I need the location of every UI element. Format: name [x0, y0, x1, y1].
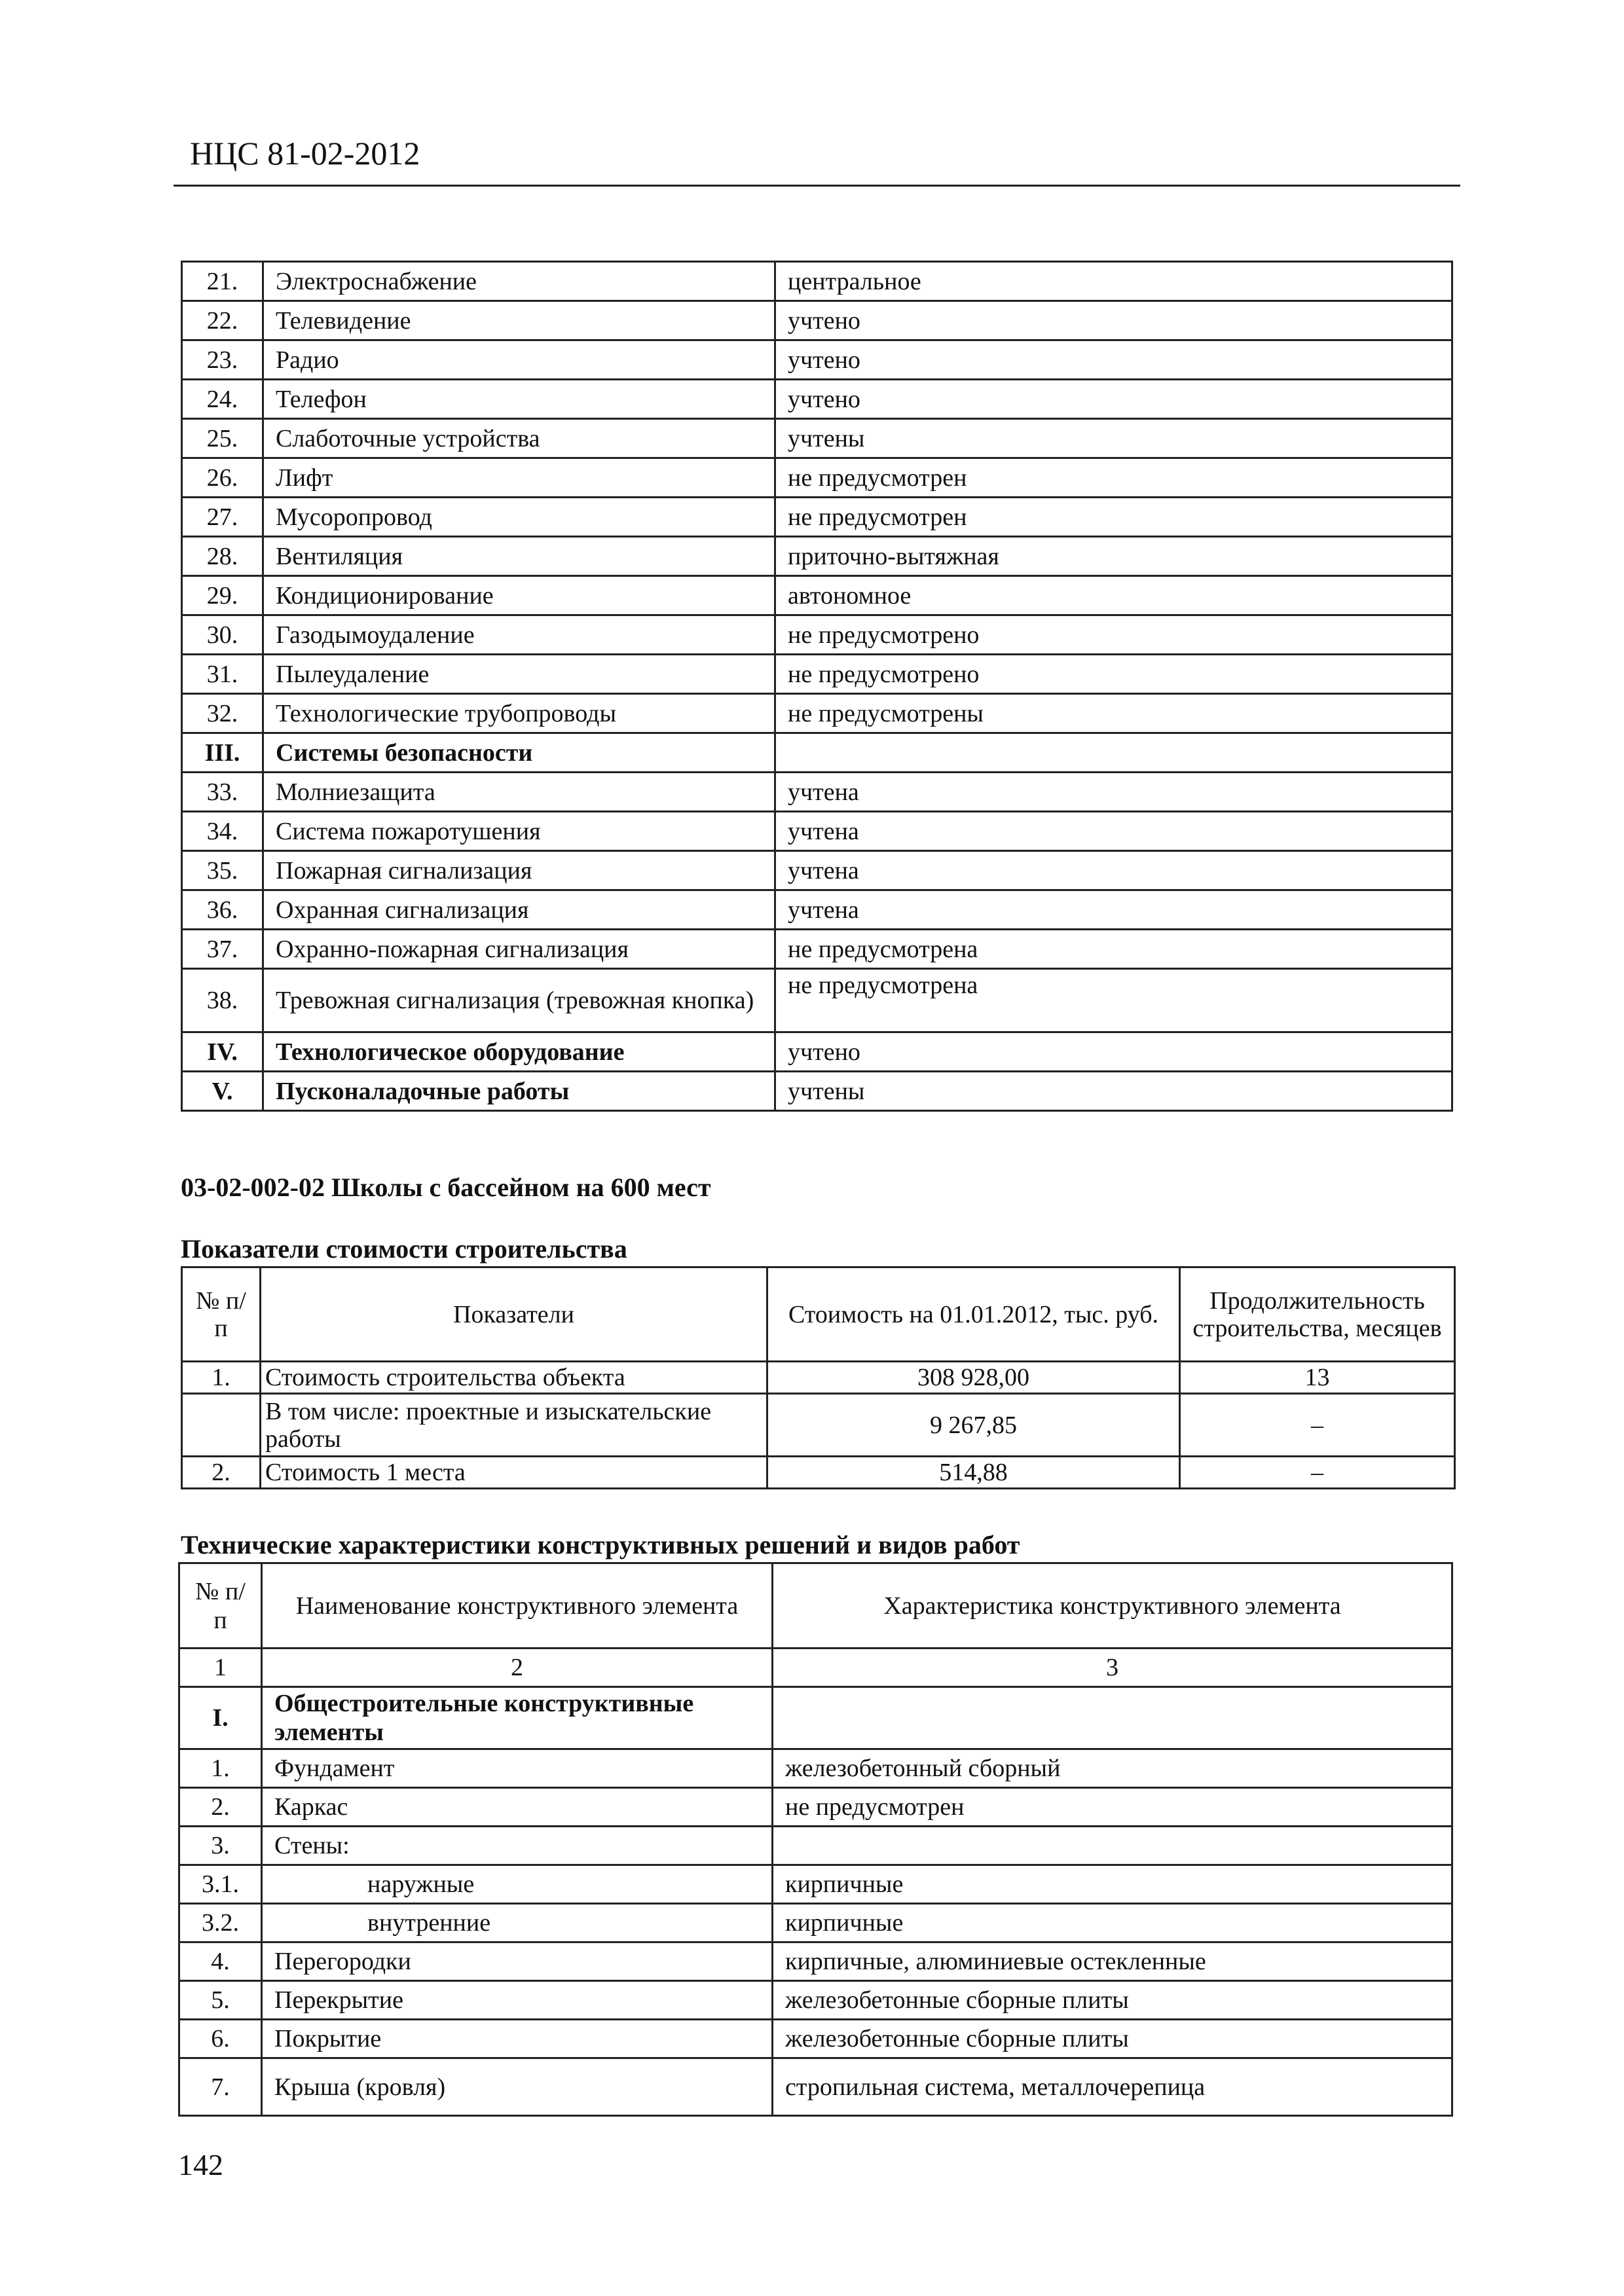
table-row [179, 2058, 1452, 2116]
section-name: Технологическое оборудование [263, 1032, 775, 1072]
row-value: учтена [775, 851, 1452, 890]
row-value [775, 733, 1452, 773]
row-name: Слаботочные устройства [263, 419, 775, 458]
row-number: 2. [179, 1788, 262, 1827]
row-number: 25. [182, 419, 263, 458]
row-value [773, 1827, 1452, 1865]
section-name: Пусконаладочные работы [263, 1072, 775, 1111]
table-row [182, 930, 1452, 969]
cost-heading: Показатели стоимости строительства [181, 1234, 627, 1264]
table-header-row [182, 1267, 1455, 1362]
column-header-characteristic: Характеристика конструктивного элемента [773, 1563, 1452, 1649]
table-row [182, 773, 1452, 812]
table-row [182, 655, 1452, 694]
section-number: V. [182, 1072, 263, 1111]
section-number: I. [179, 1687, 262, 1749]
row-value: учтено [775, 380, 1452, 419]
row-cost: 308 928,00 [767, 1362, 1180, 1394]
row-number: 33. [182, 773, 263, 812]
row-name: Тревожная сигнализация (тревожная кнопка) [263, 969, 775, 1032]
row-number: 38. [182, 969, 263, 1032]
row-name: наружные [262, 1865, 773, 1904]
table-row [179, 1788, 1452, 1827]
table-row [182, 1457, 1455, 1489]
row-duration: 13 [1180, 1362, 1455, 1394]
row-number: 35. [182, 851, 263, 890]
row-value: железобетонные сборные плиты [773, 2020, 1452, 2058]
table-row [182, 576, 1452, 615]
row-number: 37. [182, 930, 263, 969]
row-value: не предусмотрены [775, 694, 1452, 733]
row-number: 3.1. [179, 1865, 262, 1904]
table-row [182, 419, 1452, 458]
table-row [182, 812, 1452, 851]
table-row [182, 380, 1452, 419]
row-name: Телевидение [263, 301, 775, 340]
row-value: кирпичные, алюминиевые остекленные [773, 1942, 1452, 1981]
row-name: Радио [263, 340, 775, 380]
column-header-element: Наименование конструктивного элемента [262, 1563, 773, 1649]
table-section-row [179, 1687, 1452, 1749]
row-value: учтена [775, 890, 1452, 930]
row-value: не предусмотрен [775, 498, 1452, 537]
column-header-duration: Продолжительность строительства, месяцев [1180, 1267, 1455, 1362]
row-number: 24. [182, 380, 263, 419]
table-row [182, 498, 1452, 537]
row-number: 4. [179, 1942, 262, 1981]
row-name: Пожарная сигнализация [263, 851, 775, 890]
tech-heading: Технические характеристики конструктивных решений и видов работ [181, 1530, 1020, 1559]
row-number: 6. [179, 2020, 262, 2058]
row-value [773, 1687, 1452, 1749]
row-name: Стены: [262, 1827, 773, 1865]
table-row [179, 1827, 1452, 1865]
table-row [182, 1362, 1455, 1394]
row-number: 3. [179, 1827, 262, 1865]
row-number: 26. [182, 458, 263, 498]
table-header-row [179, 1563, 1452, 1649]
table-row [182, 969, 1452, 1032]
section-name: Системы безопасности [263, 733, 775, 773]
row-number: 30. [182, 615, 263, 655]
table-row [182, 851, 1452, 890]
column-header-number: № п/п [179, 1563, 262, 1649]
row-name: Газодымоудаление [263, 615, 775, 655]
row-name: Охранная сигнализация [263, 890, 775, 930]
table-row [179, 1749, 1452, 1788]
row-number: 23. [182, 340, 263, 380]
page-header-title: НЦС 81-02-2012 [190, 135, 420, 172]
table-row [182, 694, 1452, 733]
row-name: Охранно-пожарная сигнализация [263, 930, 775, 969]
row-value: учтена [775, 812, 1452, 851]
row-name: Система пожаротушения [263, 812, 775, 851]
tech-table [178, 1562, 1453, 2117]
row-name: Вентиляция [263, 537, 775, 576]
column-header-cost: Стоимость на 01.01.2012, тыс. руб. [767, 1267, 1180, 1362]
row-number: 5. [179, 1981, 262, 2020]
row-name: Молниезащита [263, 773, 775, 812]
row-value: железобетонный сборный [773, 1749, 1452, 1788]
cost-table [181, 1266, 1456, 1489]
table-row [179, 1942, 1452, 1981]
row-value: не предусмотрен [775, 458, 1452, 498]
row-value: учтены [775, 1072, 1452, 1111]
section-name: Общестроительные конструктивные элементы [262, 1687, 773, 1749]
row-name: Фундамент [262, 1749, 773, 1788]
row-number: 27. [182, 498, 263, 537]
section-title: 03-02-002-02 Школы с бассейном на 600 мест [181, 1173, 711, 1202]
table-row [182, 301, 1452, 340]
row-number: 7. [179, 2058, 262, 2116]
row-name: Пылеудаление [263, 655, 775, 694]
row-name: Стоимость 1 места [261, 1457, 767, 1489]
row-duration: – [1180, 1394, 1455, 1457]
column-number-row [179, 1649, 1452, 1687]
row-number: 3.2. [179, 1904, 262, 1942]
row-name: Покрытие [262, 2020, 773, 2058]
table-row [182, 340, 1452, 380]
row-value: не предусмотрена [775, 930, 1452, 969]
page-number: 142 [178, 2148, 223, 2181]
row-value: не предусмотрено [775, 655, 1452, 694]
row-value: кирпичные [773, 1865, 1452, 1904]
table-row [179, 2020, 1452, 2058]
row-name: внутренние [262, 1904, 773, 1942]
section-number: IV. [182, 1032, 263, 1072]
row-number: 28. [182, 537, 263, 576]
row-number: 36. [182, 890, 263, 930]
row-value: учтена [775, 773, 1452, 812]
row-name: Технологические трубопроводы [263, 694, 775, 733]
table-row [182, 458, 1452, 498]
row-duration: – [1180, 1457, 1455, 1489]
row-value: не предусмотрен [773, 1788, 1452, 1827]
row-number [182, 1394, 261, 1457]
row-value: железобетонные сборные плиты [773, 1981, 1452, 2020]
row-number: 2. [182, 1457, 261, 1489]
row-number: 32. [182, 694, 263, 733]
row-name: Стоимость строительства объекта [261, 1362, 767, 1394]
table-section-row [182, 733, 1452, 773]
column-number: 3 [773, 1649, 1452, 1687]
row-value: стропильная система, металлочерепица [773, 2058, 1452, 2116]
table-row [182, 537, 1452, 576]
row-value: учтено [775, 301, 1452, 340]
row-value: не предусмотрено [775, 615, 1452, 655]
row-number: 1. [179, 1749, 262, 1788]
table-row [182, 890, 1452, 930]
row-number: 34. [182, 812, 263, 851]
table-section-row [182, 1072, 1452, 1111]
row-value: не предусмотрена [775, 969, 1452, 1032]
row-name: В том числе: проектные и изыскательские работы [261, 1394, 767, 1457]
table-row [182, 615, 1452, 655]
row-name: Электроснабжение [263, 262, 775, 301]
row-number: 29. [182, 576, 263, 615]
row-name: Каркас [262, 1788, 773, 1827]
row-name: Кондиционирование [263, 576, 775, 615]
column-number: 1 [179, 1649, 262, 1687]
row-name: Перегородки [262, 1942, 773, 1981]
row-value: приточно-вытяжная [775, 537, 1452, 576]
table-row [179, 1865, 1452, 1904]
table-row [179, 1904, 1452, 1942]
row-value: учтено [775, 1032, 1452, 1072]
row-name: Крыша (кровля) [262, 2058, 773, 2116]
row-value: учтено [775, 340, 1452, 380]
table-row [179, 1981, 1452, 2020]
row-value: учтены [775, 419, 1452, 458]
table-row [182, 1394, 1455, 1457]
row-number: 31. [182, 655, 263, 694]
column-number: 2 [262, 1649, 773, 1687]
row-number: 21. [182, 262, 263, 301]
section-number: III. [182, 733, 263, 773]
row-name: Лифт [263, 458, 775, 498]
column-header-number: № п/п [182, 1267, 261, 1362]
table-section-row [182, 1032, 1452, 1072]
table-row [182, 262, 1452, 301]
row-number: 22. [182, 301, 263, 340]
row-value: автономное [775, 576, 1452, 615]
row-name: Телефон [263, 380, 775, 419]
row-value: центральное [775, 262, 1452, 301]
row-name: Перекрытие [262, 1981, 773, 2020]
row-cost: 9 267,85 [767, 1394, 1180, 1457]
systems-table [181, 261, 1453, 1112]
row-value: кирпичные [773, 1904, 1452, 1942]
row-name: Мусоропровод [263, 498, 775, 537]
column-header-indicator: Показатели [261, 1267, 767, 1362]
header-divider [174, 185, 1460, 187]
row-cost: 514,88 [767, 1457, 1180, 1489]
row-number: 1. [182, 1362, 261, 1394]
